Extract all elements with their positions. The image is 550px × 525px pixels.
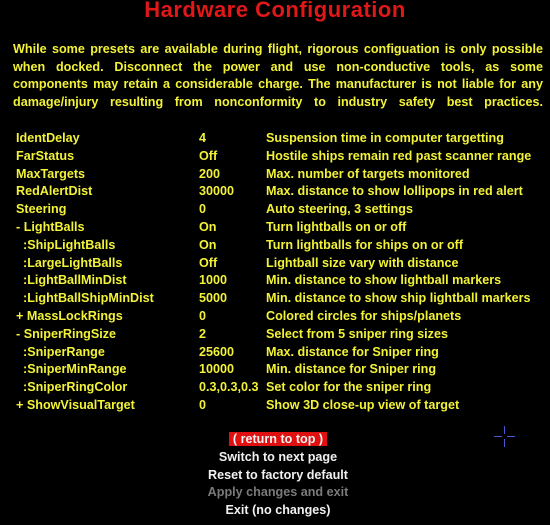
setting-value[interactable]: 10000 (199, 362, 235, 377)
crosshair-cursor-icon (494, 426, 515, 447)
setting-row-sniperrange[interactable] (16, 344, 546, 362)
setting-name: - SniperRingSize (16, 326, 117, 341)
setting-row-redalertdist[interactable] (16, 183, 546, 201)
setting-name: :LightBallMinDist (16, 273, 127, 288)
setting-row-sniperringsize[interactable] (16, 326, 546, 344)
setting-description: Suspension time in computer targetting (266, 131, 504, 145)
setting-name: :ShipLightBalls (16, 237, 116, 252)
setting-value[interactable]: On (199, 219, 217, 234)
setting-value[interactable]: Off (199, 255, 218, 270)
setting-value[interactable]: 5000 (199, 291, 228, 306)
setting-description: Hostile ships remain red past scanner range (266, 148, 532, 163)
setting-description: Min. distance to show ship lightball markers (266, 291, 531, 306)
setting-description: Max. distance for Sniper ring (266, 344, 439, 359)
apply-exit-button[interactable]: Apply changes and exit (207, 485, 349, 500)
page-title: Hardware Configuration (144, 0, 406, 22)
setting-name: :SniperRingColor (16, 380, 128, 395)
setting-description: Max. number of targets monitored (266, 166, 470, 181)
setting-name: MaxTargets (16, 166, 86, 181)
setting-row-largelightballs[interactable] (16, 255, 546, 273)
setting-row-farstatus[interactable] (16, 148, 546, 166)
setting-name: - LightBalls (16, 219, 85, 234)
setting-description: Turn lightballs for ships on or off (266, 237, 464, 252)
setting-name: Steering (16, 202, 67, 217)
setting-description: Max. distance to show lollipops in red alert (266, 184, 523, 199)
setting-value[interactable]: Off (199, 148, 218, 163)
setting-value[interactable]: 2 (199, 326, 207, 341)
setting-name: RedAlertDist (16, 184, 93, 199)
setting-row-lightballshipmindist[interactable] (16, 290, 546, 308)
setting-name: FarStatus (16, 148, 75, 163)
setting-value[interactable]: 0 (199, 202, 207, 217)
bottom-menu (0, 431, 550, 520)
setting-row-masslockrings[interactable] (16, 308, 546, 326)
setting-name: IdentDelay (16, 131, 80, 145)
setting-row-lightballmindist[interactable] (16, 272, 546, 290)
setting-value[interactable]: 25600 (199, 344, 235, 359)
setting-row-snipermin range[interactable] (16, 361, 546, 379)
intro-warning-text: While some presets are available during flight, rigorous configuation is only possible when docked. Disconnect the power and use non-conductive tools, as some components may retain a considerable charge. The manufacturer is not liable for any damage/injury resulting from nonconformity to industry safety best practices. (13, 42, 543, 109)
setting-name: :LightBallShipMinDist (16, 291, 154, 306)
setting-value[interactable]: 0.3,0.3,0.3 (199, 380, 259, 395)
setting-description: Show 3D close-up view of target (266, 397, 460, 412)
setting-row-maxtargets[interactable] (16, 166, 546, 184)
setting-name: :LargeLightBalls (16, 255, 123, 270)
setting-name: + MassLockRings (16, 308, 123, 323)
setting-description: Select from 5 sniper ring sizes (266, 326, 448, 341)
settings-list (16, 130, 546, 415)
setting-description: Auto steering, 3 settings (266, 202, 413, 217)
setting-description: Lightball size vary with distance (266, 255, 459, 270)
setting-row-showvisualtarget[interactable] (16, 397, 546, 415)
return-to-top-button[interactable] (0, 431, 550, 449)
next-page-button[interactable]: Switch to next page (218, 449, 338, 464)
setting-row-identdelay[interactable] (16, 130, 546, 148)
setting-value[interactable]: On (199, 237, 217, 252)
setting-row-steering[interactable] (16, 201, 546, 219)
reset-default-button[interactable]: Reset to factory default (208, 467, 348, 482)
setting-value[interactable]: 4 (199, 131, 207, 145)
setting-value[interactable]: 0 (199, 308, 207, 323)
setting-value[interactable]: 30000 (199, 184, 235, 199)
setting-description: Turn lightballs on or off (266, 219, 407, 234)
setting-row-lightballs[interactable] (16, 219, 546, 237)
setting-description: Min. distance to show lightball markers (266, 273, 502, 288)
setting-name: :SniperRange (16, 344, 105, 359)
setting-value[interactable]: 200 (199, 166, 221, 181)
setting-row-sniperringcolor[interactable] (16, 379, 546, 397)
setting-value[interactable]: 1000 (199, 273, 228, 288)
setting-value[interactable]: 0 (199, 397, 207, 412)
setting-description: Colored circles for ships/planets (266, 308, 462, 323)
exit-no-changes-button[interactable]: Exit (no changes) (225, 503, 331, 518)
setting-name: + ShowVisualTarget (16, 397, 135, 412)
setting-description: Min. distance for Sniper ring (266, 362, 437, 377)
setting-description: Set color for the sniper ring (266, 380, 432, 395)
return-to-top-label: ( return to top ) (229, 432, 327, 446)
setting-name: :SniperMinRange (16, 362, 127, 377)
setting-row-shiplightballs[interactable] (16, 237, 546, 255)
